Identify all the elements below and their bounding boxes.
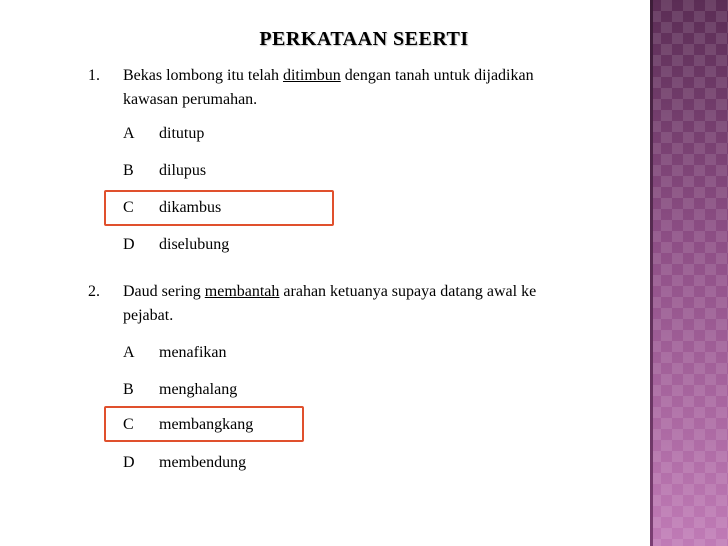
- option-text: membangkang: [159, 416, 254, 433]
- option-letter: C: [123, 199, 134, 216]
- question-text-line2: kawasan perumahan.: [123, 91, 258, 108]
- question-text-line2: pejabat.: [123, 307, 174, 324]
- option-letter: C: [123, 416, 134, 433]
- option-letter: B: [123, 381, 134, 398]
- option-text: ditutup: [159, 125, 205, 142]
- question-text: Bekas lombong itu telah ditimbun dengan tanah untuk dijadikan: [123, 67, 534, 84]
- option-text: menghalang: [159, 381, 238, 398]
- option-text: dilupus: [159, 162, 207, 179]
- option-text: dikambus: [159, 199, 222, 216]
- sidebar-edge: [650, 0, 653, 546]
- decorative-sidebar: [650, 0, 728, 546]
- question-keyword: membantah: [204, 283, 280, 300]
- option-letter: A: [123, 125, 135, 142]
- option-letter: A: [123, 344, 135, 361]
- question-keyword: ditimbun: [282, 67, 341, 84]
- page-title: PERKATAAN SEERTI: [259, 28, 469, 50]
- option-text: menafikan: [159, 344, 227, 361]
- option-text: diselubung: [159, 236, 230, 253]
- option-text: membendung: [159, 454, 247, 471]
- option-letter: D: [123, 236, 135, 253]
- option-letter: B: [123, 162, 134, 179]
- question-text: Daud sering membantah arahan ketuanya supaya datang awal ke: [123, 283, 537, 300]
- option-letter: D: [123, 454, 135, 471]
- question-number: 1.: [88, 67, 100, 84]
- question-number: 2.: [88, 283, 100, 300]
